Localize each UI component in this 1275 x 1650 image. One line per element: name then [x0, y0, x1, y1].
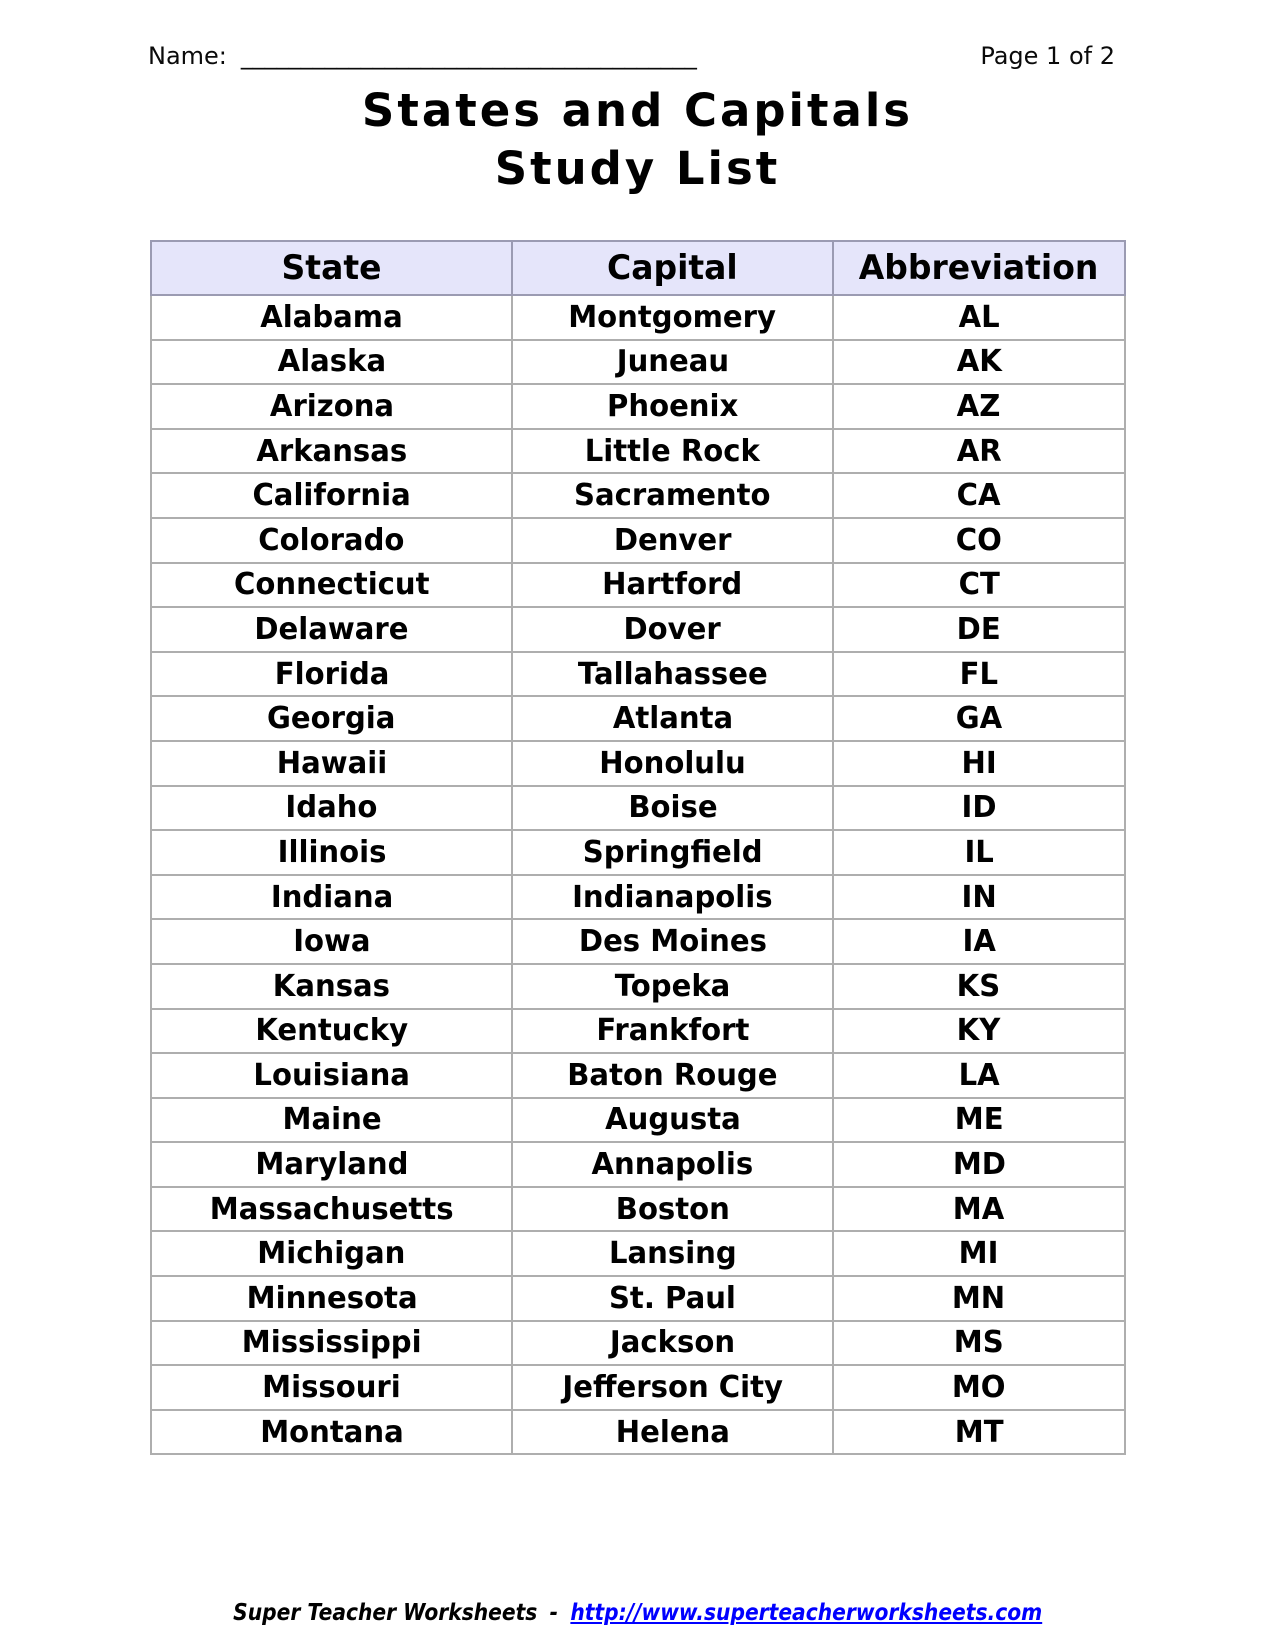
capital-cell: Jefferson City [512, 1365, 832, 1410]
table-row [151, 830, 1125, 875]
table-row [151, 875, 1125, 920]
state-cell: Arkansas [151, 429, 512, 474]
capital-cell: Indianapolis [512, 875, 832, 920]
abbreviation-cell: MT [833, 1410, 1125, 1455]
abbreviation-cell: IA [833, 919, 1125, 964]
abbreviation-cell: IL [833, 830, 1125, 875]
states-capitals-table [150, 240, 1126, 1455]
table-row [151, 384, 1125, 429]
state-cell: Montana [151, 1410, 512, 1455]
table-row [151, 1231, 1125, 1276]
table-row [151, 1321, 1125, 1366]
worksheet-title-line2: Study List [494, 142, 781, 195]
capital-cell: Tallahassee [512, 652, 832, 697]
worksheet-title-line1: States and Capitals [361, 84, 914, 137]
abbreviation-cell: AL [833, 295, 1125, 340]
study-list-table-container [150, 240, 1126, 1455]
capital-cell: Jackson [512, 1321, 832, 1366]
table-row [151, 518, 1125, 563]
capital-cell: Montgomery [512, 295, 832, 340]
capital-cell: Honolulu [512, 741, 832, 786]
abbreviation-cell: MA [833, 1187, 1125, 1232]
state-cell: Indiana [151, 875, 512, 920]
abbreviation-cell: MS [833, 1321, 1125, 1366]
capital-cell: Augusta [512, 1098, 832, 1143]
state-cell: Massachusetts [151, 1187, 512, 1232]
capital-cell: Topeka [512, 964, 832, 1009]
table-row [151, 741, 1125, 786]
table-row [151, 1365, 1125, 1410]
table-row [151, 652, 1125, 697]
table-row [151, 1009, 1125, 1054]
abbreviation-cell: ID [833, 786, 1125, 831]
name-blank-line: ______________________________________ [240, 42, 697, 70]
name-label: Name: [148, 42, 227, 70]
table-row [151, 964, 1125, 1009]
capital-cell: St. Paul [512, 1276, 832, 1321]
abbreviation-cell: MO [833, 1365, 1125, 1410]
footer-separator: - [549, 1600, 558, 1626]
footer-content [233, 1600, 1042, 1626]
abbreviation-cell: FL [833, 652, 1125, 697]
abbreviation-cell: MD [833, 1142, 1125, 1187]
capital-cell: Hartford [512, 563, 832, 608]
table-header-row [151, 241, 1125, 295]
abbreviation-cell: GA [833, 696, 1125, 741]
capital-cell: Little Rock [512, 429, 832, 474]
capital-cell: Juneau [512, 340, 832, 385]
page-number: Page 1 of 2 [980, 42, 1115, 70]
abbreviation-cell: MI [833, 1231, 1125, 1276]
state-cell: Kentucky [151, 1009, 512, 1054]
abbreviation-cell: KY [833, 1009, 1125, 1054]
capital-cell: Denver [512, 518, 832, 563]
abbreviation-cell: AK [833, 340, 1125, 385]
state-cell: Colorado [151, 518, 512, 563]
table-row [151, 563, 1125, 608]
capital-cell: Lansing [512, 1231, 832, 1276]
capital-cell: Boise [512, 786, 832, 831]
abbreviation-cell: ME [833, 1098, 1125, 1143]
table-row [151, 696, 1125, 741]
abbreviation-cell: AZ [833, 384, 1125, 429]
table-row [151, 1098, 1125, 1143]
table-row [151, 340, 1125, 385]
capital-cell: Dover [512, 607, 832, 652]
state-cell: Illinois [151, 830, 512, 875]
table-row [151, 295, 1125, 340]
abbreviation-cell: LA [833, 1053, 1125, 1098]
state-cell: Delaware [151, 607, 512, 652]
table-row [151, 786, 1125, 831]
state-cell: Mississippi [151, 1321, 512, 1366]
state-cell: Alaska [151, 340, 512, 385]
capital-cell: Sacramento [512, 473, 832, 518]
table-row [151, 473, 1125, 518]
abbreviation-cell: IN [833, 875, 1125, 920]
abbreviation-cell: CT [833, 563, 1125, 608]
footer-brand: Super Teacher Worksheets [232, 1600, 538, 1626]
table-row [151, 1142, 1125, 1187]
table-row [151, 429, 1125, 474]
table-row [151, 1410, 1125, 1455]
page-header [148, 42, 1115, 70]
state-cell: Maine [151, 1098, 512, 1143]
table-row [151, 1053, 1125, 1098]
state-cell: Iowa [151, 919, 512, 964]
state-cell: Idaho [151, 786, 512, 831]
state-cell: Maryland [151, 1142, 512, 1187]
abbreviation-cell: CA [833, 473, 1125, 518]
column-header-capital: Capital [512, 241, 832, 295]
state-cell: Arizona [151, 384, 512, 429]
state-cell: Hawaii [151, 741, 512, 786]
table-row [151, 919, 1125, 964]
state-cell: Connecticut [151, 563, 512, 608]
state-cell: Michigan [151, 1231, 512, 1276]
state-cell: Minnesota [151, 1276, 512, 1321]
column-header-state: State [151, 241, 512, 295]
capital-cell: Frankfort [512, 1009, 832, 1054]
state-cell: Kansas [151, 964, 512, 1009]
capital-cell: Annapolis [512, 1142, 832, 1187]
capital-cell: Des Moines [512, 919, 832, 964]
table-row [151, 1276, 1125, 1321]
state-cell: Alabama [151, 295, 512, 340]
abbreviation-cell: CO [833, 518, 1125, 563]
state-cell: California [151, 473, 512, 518]
capital-cell: Helena [512, 1410, 832, 1455]
abbreviation-cell: AR [833, 429, 1125, 474]
table-row [151, 1187, 1125, 1232]
state-cell: Louisiana [151, 1053, 512, 1098]
column-header-abbreviation: Abbreviation [833, 241, 1125, 295]
abbreviation-cell: DE [833, 607, 1125, 652]
page-footer [0, 1600, 1275, 1626]
capital-cell: Springfield [512, 830, 832, 875]
capital-cell: Atlanta [512, 696, 832, 741]
state-cell: Georgia [151, 696, 512, 741]
abbreviation-cell: HI [833, 741, 1125, 786]
abbreviation-cell: KS [833, 964, 1125, 1009]
capital-cell: Boston [512, 1187, 832, 1232]
capital-cell: Phoenix [512, 384, 832, 429]
state-cell: Missouri [151, 1365, 512, 1410]
worksheet-title [0, 82, 1275, 198]
name-field-group [148, 42, 697, 70]
abbreviation-cell: MN [833, 1276, 1125, 1321]
state-cell: Florida [151, 652, 512, 697]
table-row [151, 607, 1125, 652]
website-link[interactable]: http://www.superteacherworksheets.com [570, 1600, 1043, 1626]
capital-cell: Baton Rouge [512, 1053, 832, 1098]
